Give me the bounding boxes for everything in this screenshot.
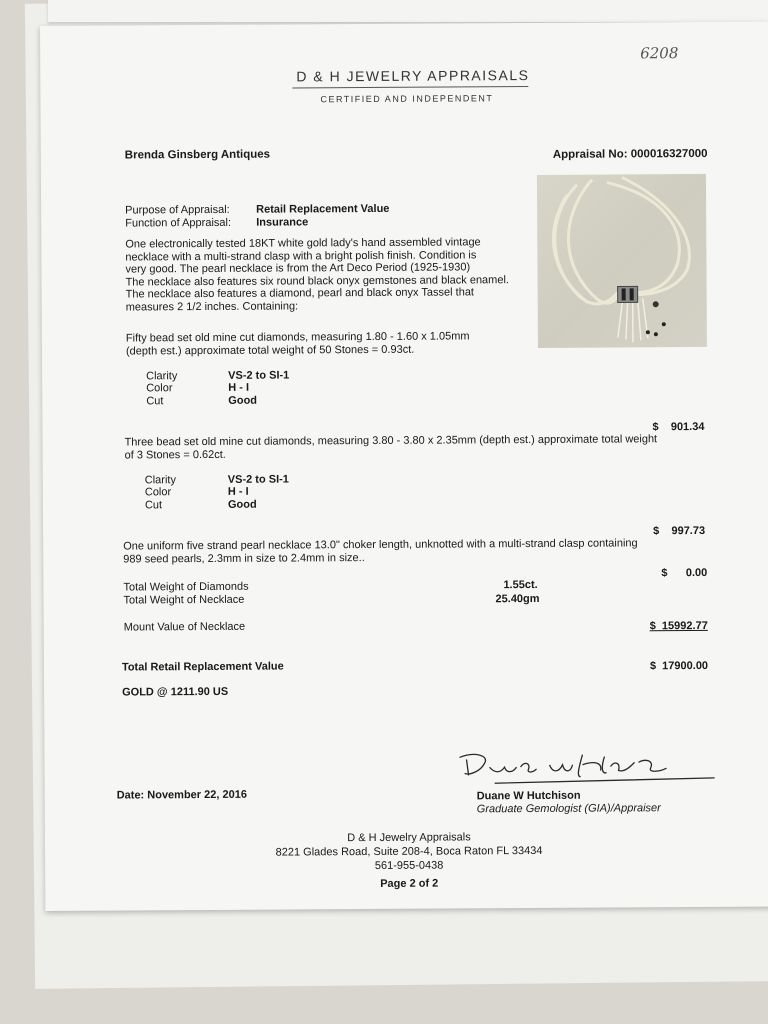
item-line: Fifty bead set old mine cut diamonds, measuring 1.80 - 1.60 x 1.05mm [125,330,470,345]
clarity-value: VS-2 to SI-1 [227,473,289,486]
description [125,236,535,314]
purpose-label: Purpose of Appraisal: [125,203,230,217]
footer-phone: 561-955-0438 [374,859,444,872]
item-line: (depth est.) approximate total weight of 50 Stones = 0.93ct. [125,343,415,358]
color-value: H - I [228,381,250,394]
total-necklace-value: 25.40gm [495,592,540,606]
tagline: CERTIFIED AND INDEPENDENT [320,93,494,105]
color-label: Color [146,382,173,395]
item-1-description [126,330,546,358]
item-line: 989 seed pearls, 2.3mm in size to 2.4mm in size.. [123,551,365,566]
cut-label: Cut [146,395,164,408]
purpose-value: Retail Replacement Value [256,202,390,216]
clarity-label: Clarity [146,370,178,383]
description-line: The necklace also features a diamond, pearl and black onyx Tassel that [125,286,475,301]
appraiser-name: Duane W Hutchison [476,789,581,803]
footer-company: D & H Jewelry Appraisals [347,831,471,845]
gold-price: GOLD @ 1211.90 US [122,685,229,699]
total-diamonds-label: Total Weight of Diamonds [123,580,249,594]
clarity-value: VS-2 to SI-1 [228,369,290,382]
description-line: very good. The pearl necklace is from the Art Deco Period (1925-1930) [125,261,471,276]
cut-value: Good [228,394,258,407]
cut-value: Good [227,498,257,511]
item-1-price: $ 901.34 [652,420,705,434]
item-2-description [125,433,725,462]
company-title: D & H JEWELRY APPRAISALS [296,67,530,85]
description-line: measures 2 1/2 inches. Containing: [125,300,299,314]
description-line: One electronically tested 18KT white gold lady's hand assembled vintage [125,236,481,251]
mount-value: $ 15992.77 [649,619,708,633]
handwritten-number: 6208 [640,44,679,63]
item-line: One uniform five strand pearl necklace 13.0" choker length, unknotted with a multi-strand clasp containing [123,537,638,553]
appraiser-title: Graduate Gemologist (GIA)/Appraiser [476,802,661,816]
clarity-label: Clarity [144,474,176,487]
retail-value: $ 17900.00 [649,659,709,673]
retail-value-label: Total Retail Replacement Value [121,660,284,674]
footer-address: 8221 Glades Road, Suite 208-4, Boca Raton FL 33434 [275,844,543,859]
item-line: Three bead set old mine cut diamonds, measuring 3.80 - 3.80 x 2.35mm (depth est.) approximate total weight [124,433,658,449]
item-line: of 3 Stones = 0.62ct. [124,448,226,462]
appraisal-document [40,22,768,911]
total-diamonds-value: 1.55ct. [503,578,538,592]
under-sheet [48,0,768,22]
item-2-price: $ 997.73 [653,524,706,538]
color-label: Color [144,486,172,499]
item-3-price: $ 0.00 [661,566,708,580]
description-line: The necklace also features six round black onyx gemstones and black enamel. [125,273,509,289]
title-rule [292,86,528,88]
color-value: H - I [227,485,249,498]
item-3-description [123,537,723,566]
mount-value-label: Mount Value of Necklace [123,620,246,634]
client-name: Brenda Ginsberg Antiques [124,148,271,162]
appraisal-date: Date: November 22, 2016 [116,788,247,802]
appraiser-signature [454,748,724,795]
function-label: Function of Appraisal: [125,216,232,230]
page-number: Page 2 of 2 [380,877,439,890]
appraisal-number: Appraisal No: 000016327000 [552,147,708,161]
function-value: Insurance [256,216,309,229]
cut-label: Cut [144,499,163,512]
description-line: necklace with a multi-strand clasp with a bright polish finish. Condition is [125,248,477,264]
total-necklace-label: Total Weight of Necklace [123,593,245,607]
necklace-photo [537,174,707,348]
footer [45,829,768,893]
